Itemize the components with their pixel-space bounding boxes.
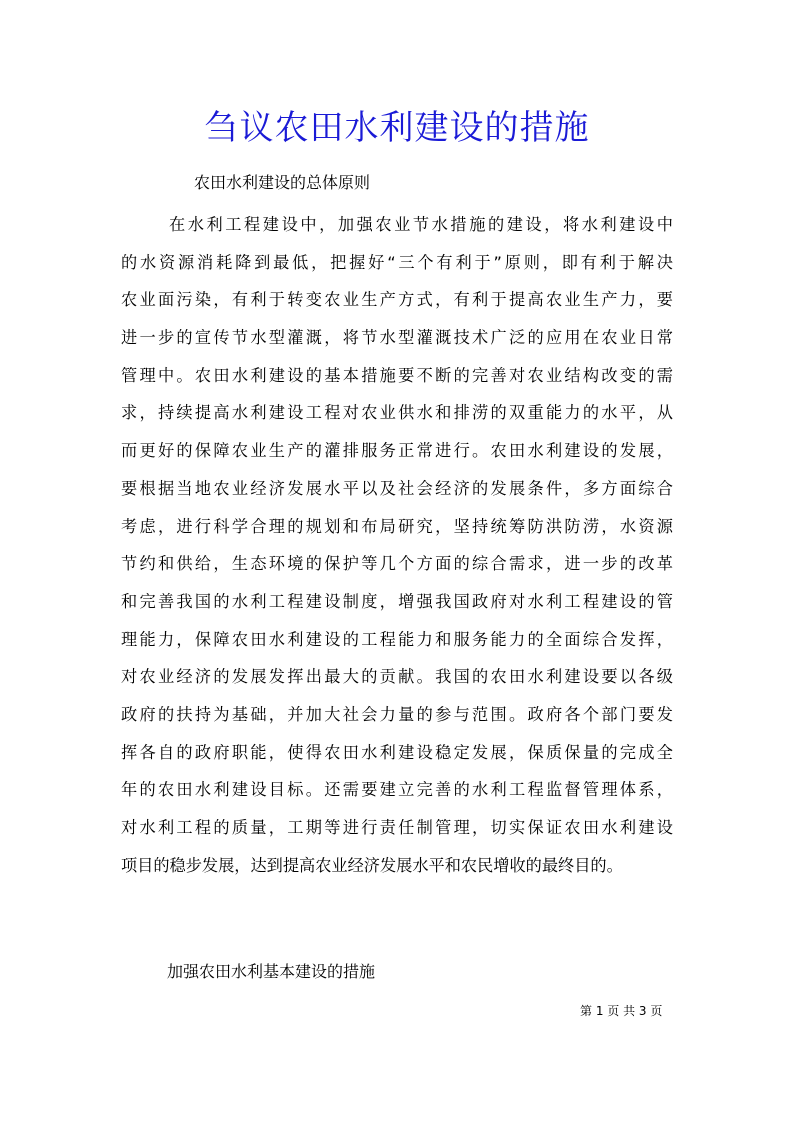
paragraph-line: 管理中。农田水利建设的基本措施要不断的完善对农业结构改变的需 — [121, 365, 673, 385]
paragraph-line: 要根据当地农业经济发展水平以及社会经济的发展条件，多方面综合 — [121, 478, 673, 498]
paragraph-line: 求，持续提高水利建设工程对农业供水和排涝的双重能力的水平，从 — [121, 403, 673, 423]
paragraph-line: 政府的扶持为基础，并加大社会力量的参与范围。政府各个部门要发 — [121, 704, 673, 724]
paragraph-line: 考虑，进行科学合理的规划和布局研究，坚持统筹防洪防涝，水资源 — [121, 516, 673, 536]
paragraph-line: 理能力，保障农田水利建设的工程能力和服务能力的全面综合发挥， — [121, 629, 673, 649]
paragraph-line: 在水利工程建设中，加强农业节水措施的建设，将水利建设中 — [169, 215, 673, 234]
paragraph-line: 对农业经济的发展发挥出最大的贡献。我国的农田水利建设要以各级 — [121, 667, 673, 687]
paragraph-line: 挥各自的政府职能，使得农田水利建设稳定发展，保质保量的完成全 — [121, 742, 673, 762]
paragraph-line: 对水利工程的质量，工期等进行责任制管理，切实保证农田水利建设 — [121, 818, 673, 837]
paragraph-line: 而更好的保障农业生产的灌排服务正常进行。农田水利建设的发展， — [121, 441, 673, 461]
document-title: 刍议农田水利建设的措施 — [204, 108, 590, 148]
paragraph-line: 和完善我国的水利工程建设制度，增强我国政府对水利工程建设的管 — [121, 591, 673, 611]
page-footer: 第 1 页 共 3 页 — [580, 1004, 663, 1018]
section-heading-measures: 加强农田水利基本建设的措施 — [167, 962, 376, 981]
paragraph-line: 项目的稳步发展，达到提高农业经济发展水平和农民增收的最终目的。 — [121, 855, 623, 875]
section-heading-principles: 农田水利建设的总体原则 — [194, 173, 371, 192]
paragraph-line: 农业面污染，有利于转变农业生产方式，有利于提高农业生产力，要 — [121, 290, 673, 310]
paragraph-line: 年的农田水利建设目标。还需要建立完善的水利工程监督管理体系， — [121, 780, 673, 800]
body-paragraph — [121, 206, 673, 884]
paragraph-line: 节约和供给，生态环境的保护等几个方面的综合需求，进一步的改革 — [121, 554, 673, 574]
paragraph-line: 进一步的宣传节水型灌溉，将节水型灌溉技术广泛的应用在农业日常 — [121, 328, 673, 348]
paragraph-line: 的水资源消耗降到最低，把握好“三个有利于”原则，即有利于解决 — [121, 252, 673, 272]
